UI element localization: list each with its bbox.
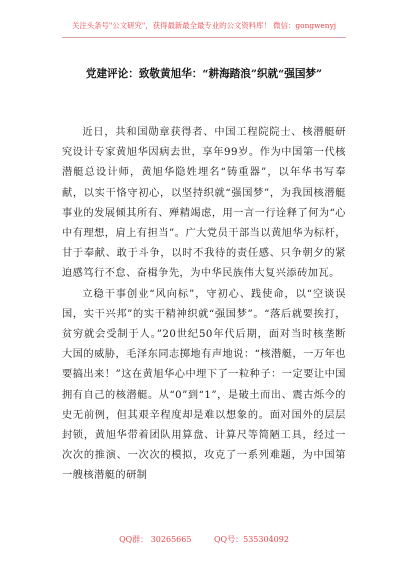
footer-qq-group: QQ群： 30265665 [119, 535, 192, 544]
document-body [62, 123, 346, 487]
header-divider [62, 37, 346, 38]
header-note: 关注头条号"公文研究"，获得最新最全最专业的公文资料库！ 微信：gongwenyj [71, 21, 337, 30]
document-title: 党建评论：致敬黄旭华：“耕海踏浪”织就“强国梦” [85, 68, 323, 80]
paragraph: 立稳干事创业“风向标”，守初心、践使命，以“空谈误国，实干兴邦”的实干精神织就“强国梦”。“落后就要挨打，贫穷就会受制于人。”20世纪50年代后期，面对当时核垄断大国的威胁，毛泽东同志掷地有声地说：“核潜艇，一万年也要搞出来！”这在黄旭华心中埋下了一粒种子：一定要让中国拥有自己的核潜艇。从“0”到“1”，是破土而出、震古烁今的史无前例，但其艰辛程度却是难以想象的。面对国外的层层封锁，黄旭华带着团队用算盘、计算尺等简陋工具，经过一次次的推演、一次次的模拟，攻克了一系列难题，为中国第一艘核潜艇的研制 [62, 288, 346, 482]
footer [0, 534, 408, 545]
footer-qq-number: QQ号：535304092 [214, 535, 289, 544]
paragraph: 近日，共和国勋章获得者、中国工程院院士、核潜艇研究设计专家黄旭华因病去世，享年99岁。作为中国第一代核潜艇总设计师，黄旭华隐姓埋名“铸重器”，以年华书写奉献，以实干恪守初心，以坚持织就“强国梦”，为我国核潜艇事业的发展倾其所有、殚精竭虑，用一言一行诠释了何为“心中有理想，肩上有担当”。广大党员干部当以黄旭华为标杆，甘于奉献、敢于斗争，以时不我待的责任感、只争朝夕的紧迫感笃行不怠、奋楫争先，为中华民族伟大复兴添砖加瓦。 [62, 127, 346, 280]
